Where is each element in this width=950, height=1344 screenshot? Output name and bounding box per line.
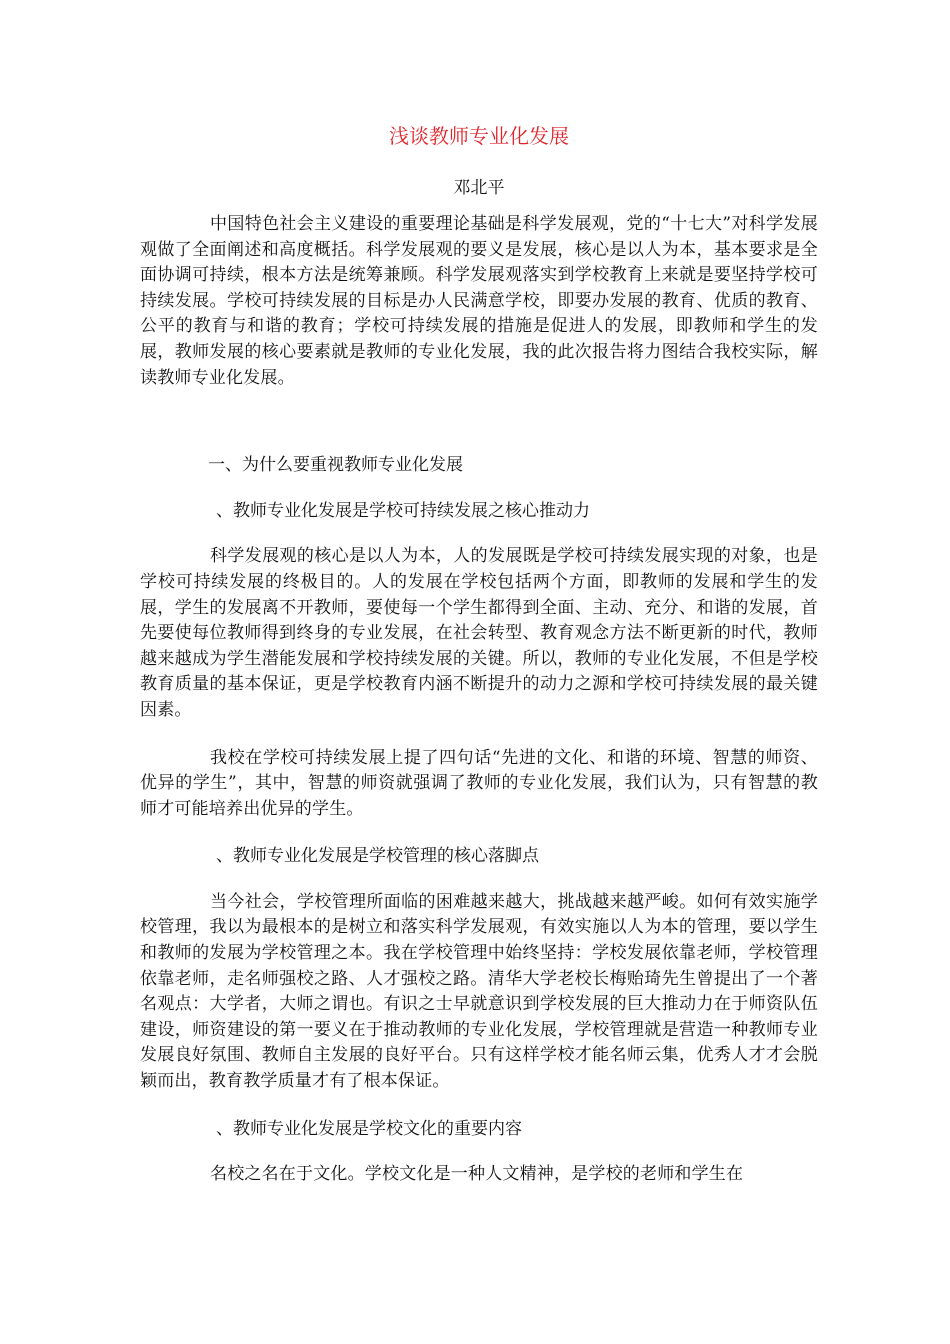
section-spacer	[140, 391, 818, 453]
section-heading-1: 一、为什么要重视教师专业化发展	[208, 455, 463, 476]
body-paragraph: 我校在学校可持续发展上提了四句话“先进的文化、和谐的环境、智慧的师资、优异的学生”，其中，智慧的师资就强调了教师的专业化发展，我们认为，只有智慧的教师才可能培养出优异的学生。	[140, 747, 818, 819]
body-paragraph: 科学发展观的核心是以人为本，人的发展既是学校可持续发展实现的对象，也是学校可持续发展的终极目的。人的发展在学校包括两个方面，即教师的发展和学生的发展，学生的发展离不开教师，要使每一个学生都得到全面、主动、充分、和谐的发展，首先要使每位教师得到终身的专业发展，在社会转型、教育观念方法不断更新的时代，教师越来越成为学生潜能发展和学校持续发展的关键。所以，教师的专业化发展，不但是学校教育质量的基本保证，更是学校教育内涵不断提升的动力之源和学校可持续发展的最关键因素。	[140, 546, 818, 720]
subsection-heading-3: 、教师专业化发展是学校文化的重要内容	[216, 1118, 522, 1139]
intro-paragraph: 中国特色社会主义建设的重要理论基础是科学发展观，党的“十七大”对科学发展观做了全面阐述和高度概括。科学发展观的要义是发展，核心是以人为本，基本要求是全面协调可持续，根本方法是统筹兼顾。科学发展观落实到学校教育上来就是要坚持学校可持续发展。学校可持续发展的目标是办人民满意学校，即要办发展的教育、优质的教育、公平的教育与和谐的教育；学校可持续发展的措施是促进人的发展，即教师和学生的发展，教师发展的核心要素就是教师的专业化发展，我的此次报告将力图结合我校实际，解读教师专业化发展。	[140, 214, 818, 388]
document-title: 浅谈教师专业化发展	[389, 124, 569, 148]
author-name: 邓北平	[453, 178, 505, 198]
subsection-heading-2: 、教师专业化发展是学校管理的核心落脚点	[216, 846, 539, 867]
body-paragraph: 当今社会，学校管理所面临的困难越来越大，挑战越来越严峻。如何有效实施学校管理，我以为最根本的是树立和落实科学发展观，有效实施以人为本的管理，要以学生和教师的发展为学校管理之本。我在学校管理中始终坚持：学校发展依靠老师，学校管理依靠老师，走名师强校之路、人才强校之路。清华大学老校长梅贻琦先生曾提出了一个著名观点：大学者，大师之谓也。有识之士早就意识到学校发展的巨大推动力在于师资队伍建设，师资建设的第一要义在于推动教师的专业化发展，学校管理就是营造一种教师专业发展良好氛围、教师自主发展的良好平台。只有这样学校才能名师云集，优秀人才才会脱颖而出，教育教学质量才有了根本保证。	[140, 891, 818, 1092]
subsection-heading-1: 、教师专业化发展是学校可持续发展之核心推动力	[216, 500, 590, 521]
body-paragraph: 名校之名在于文化。学校文化是一种人文精神，是学校的老师和学生在	[210, 1164, 744, 1185]
